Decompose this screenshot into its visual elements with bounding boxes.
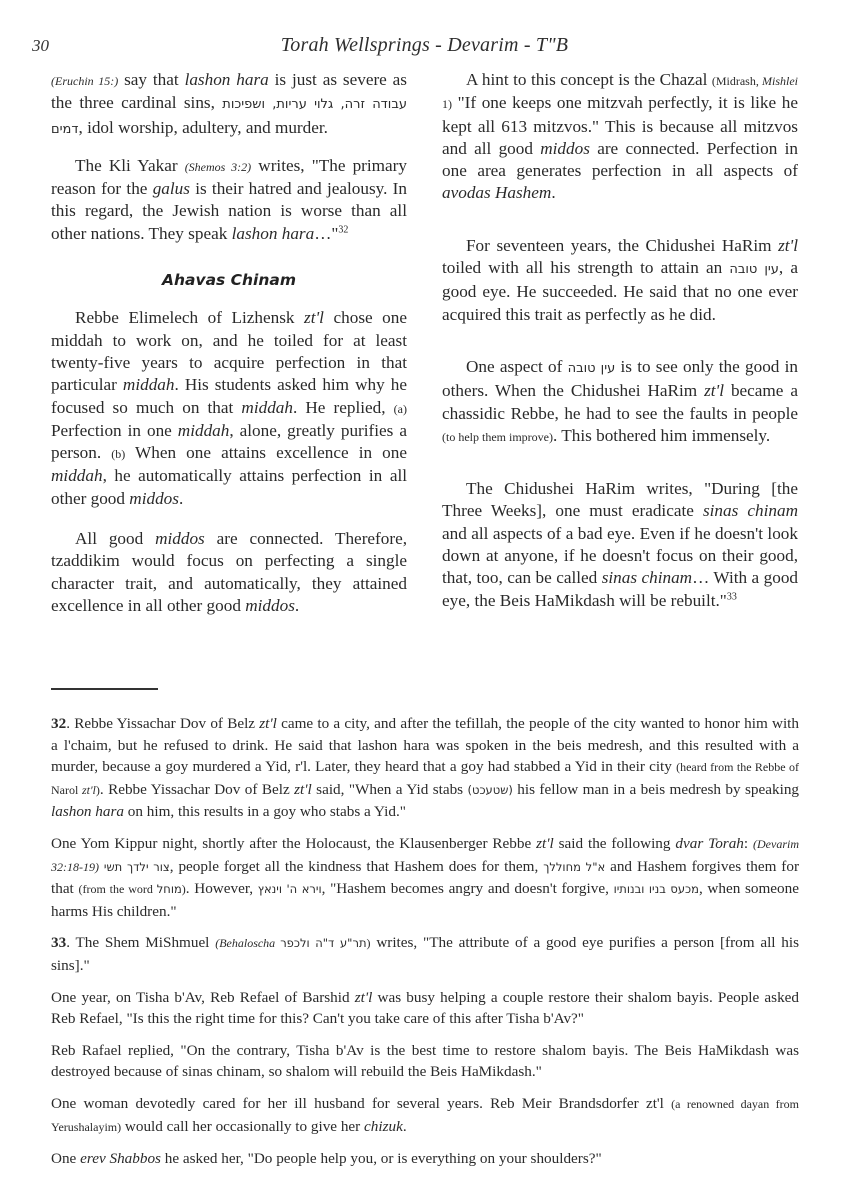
text: , he automatically attains perfection in all other good — [51, 466, 407, 508]
italic-term: sinas chinam — [601, 568, 693, 588]
text: are connected. Therefore, tzaddikim would focus on perfecting a single character trait, and automatically, they attained excellence in all other good — [51, 529, 408, 615]
text: , idol worship, adultery, and murder. — [78, 117, 328, 137]
hebrew-text: א"ל מחוללך — [543, 859, 606, 874]
text: For seventeen years, the Chidushei HaRim — [466, 235, 779, 255]
paragraph — [51, 307, 407, 510]
italic-term: zt'l — [778, 235, 798, 255]
hebrew-text: תר"ע ד"ה ולכפר — [280, 936, 367, 951]
parenthetical: (to help them improve) — [442, 429, 553, 444]
text: . Rebbe Yissachar Dov of Belz — [99, 780, 295, 798]
text: would call her occasionally to give her — [121, 1117, 365, 1135]
text: . — [402, 1117, 407, 1135]
source-citation: ) — [366, 936, 371, 951]
italic-term: middah — [51, 466, 103, 486]
text: . — [178, 488, 184, 508]
text: Rebbe Elimelech of Lizhensk — [75, 308, 305, 328]
right-column — [442, 69, 798, 612]
page-number: 30 — [32, 36, 49, 55]
parenthetical: (a renowned dayan from Yerushalayim) — [51, 1096, 799, 1134]
text: came to a city, and after the tefillah, the people of the city wanted to honor him with a l'chaim, but he refused to drink. He said that lashon hara was spoken in the beis medresh, and this resulted with a murder, because a goy murdered a Yid, r'l. Later, they heard that a goy had stabbed a Yid in their city — [51, 715, 799, 776]
italic-term: lashon hara — [231, 223, 315, 243]
italic-term: zt'l — [294, 780, 312, 798]
text: , when someone harms His children." — [51, 880, 799, 920]
text: toiled with all his strength to attain an — [442, 258, 730, 278]
text: chose one middah to work on, and he toiled for at least twenty-five years to acquire perfection in that particular — [51, 308, 407, 395]
text: on him, this results in a goy who stabs a Yid." — [124, 803, 406, 821]
italic-term: lashon hara — [184, 70, 269, 89]
italic-term: middah — [122, 375, 175, 395]
running-title: Torah Wellsprings - Devarim - T"B — [280, 34, 569, 56]
footnote-33 — [51, 932, 799, 976]
text: , alone, greatly purifies a person. — [51, 420, 407, 463]
paragraph — [51, 69, 407, 141]
source-citation: 1) — [442, 97, 452, 112]
paragraph — [442, 478, 798, 612]
text: … With a good eye, the Beis HaMikdash will be rebuilt." — [442, 568, 799, 610]
source-citation: (Devarim 32:18-19) — [51, 836, 799, 874]
paragraph — [442, 69, 798, 205]
text: . This bothered him immensely. — [552, 425, 771, 445]
paragraph — [51, 155, 407, 245]
section-heading: Ahavas Chinam — [161, 271, 297, 290]
footnote-number: 32 — [51, 715, 67, 732]
text: . The Shem MiShmuel — [66, 934, 216, 952]
italic-term: avodas Hashem — [442, 183, 552, 203]
italic-term: middah — [241, 397, 293, 417]
italic-term: galus — [152, 179, 190, 199]
text: The Kli Yakar — [75, 155, 185, 175]
text: became a chassidic Rebbe, he had to see the faults in people — [442, 381, 799, 423]
source-citation: (Shemos 3:2) — [184, 159, 252, 174]
text: said, "When a Yid stabs — [311, 780, 468, 798]
parenthetical: (from the word — [78, 882, 157, 897]
text: said the following — [553, 834, 676, 852]
italic-term: zt'l — [259, 715, 277, 732]
parenthetical: (heard from the Rebbe of Narol — [51, 760, 799, 797]
italic-term: middos — [129, 488, 179, 508]
italic-term: zt'l — [81, 782, 96, 797]
source-citation: Mishlei — [762, 74, 798, 88]
footnote-paragraph — [51, 1093, 799, 1138]
italic-term: middah — [177, 420, 230, 440]
footnote-paragraph — [51, 1040, 799, 1083]
text: is just as severe as the three cardinal sins, — [51, 70, 407, 113]
text: …" — [314, 223, 339, 243]
list-marker: (b) — [111, 447, 126, 462]
italic-term: lashon hara — [51, 803, 124, 821]
text: is their hatred and jealousy. In this regard, the Jewish nation is worse than all other nations. They speak — [51, 179, 407, 243]
footnote-paragraph — [51, 987, 799, 1030]
italic-term: middos — [245, 595, 295, 615]
source-citation: (Behaloscha — [215, 936, 281, 951]
italic-term: zt'l — [536, 834, 554, 852]
parenthetical: ) — [95, 782, 100, 797]
italic-term: dvar Torah — [675, 834, 744, 852]
left-column — [51, 69, 407, 617]
italic-term: zt'l — [704, 381, 725, 401]
text: . His students asked him why he focused so much on that — [51, 375, 407, 417]
footnote-ref[interactable]: 32 — [338, 224, 349, 236]
hebrew-text: עבודה זרה, גלוי עריות, ושפיכות דמים — [51, 97, 407, 137]
text: One — [51, 1150, 81, 1168]
text: All good — [75, 529, 156, 549]
text: writes, "The primary reason for the — [51, 155, 407, 199]
page-header — [0, 30, 849, 60]
text: One year, on Tisha b'Av, Reb Refael of Barshid — [51, 988, 355, 1006]
text: The Chidushei HaRim writes, "During [the Three Weeks], one must eradicate — [442, 479, 798, 521]
hebrew-text: וירא ה' וינאץ — [257, 882, 322, 897]
text: , "Hashem becomes angry and doesn't forgive, — [321, 880, 614, 898]
hebrew-text: עין טובה — [729, 262, 779, 278]
text: , people forget all the kindness that Hashem does for them, — [169, 857, 544, 875]
text: One Yom Kippur night, shortly after the Holocaust, the Klausenberger Rebbe — [51, 834, 537, 852]
text: he asked her, "Do people help you, or is everything on your shoulders?" — [160, 1150, 602, 1168]
parenthetical: ) — [181, 882, 186, 897]
text: Perfection in one — [51, 420, 178, 440]
italic-term: sinas chinam — [702, 501, 799, 521]
italic-term: zt'l — [304, 308, 324, 328]
hebrew-text: (שטעכט) — [467, 782, 513, 797]
italic-term: zt'l — [354, 988, 373, 1006]
italic-term: middos — [540, 138, 590, 158]
text: writes, "The attribute of a good eye purifies a person [from all his sins]." — [51, 934, 800, 974]
italic-term: middos — [155, 529, 205, 549]
hebrew-text: מוחל — [156, 882, 182, 897]
hebrew-text: עין טובה — [567, 360, 616, 376]
footnote-paragraph — [51, 1148, 799, 1170]
footnote-ref[interactable]: 33 — [726, 590, 737, 602]
footnote-separator — [51, 688, 158, 690]
text: and Hashem forgives them for that — [51, 857, 800, 898]
footnotes — [51, 713, 799, 1180]
text: is to see only the good in others. When the Chidushei HaRim — [442, 356, 798, 401]
text: . — [294, 595, 300, 615]
text: Reb Rafael replied, "On the contrary, Tisha b'Av is the best time to restore shalom bayis. The Beis HaMikdash was destroyed because of sinas chinam, so shalom will rebuild the Beis HaMikdash." — [51, 1041, 799, 1081]
text: are connected. Perfection in one area generates perfection in all aspects of — [442, 138, 798, 181]
paragraph — [51, 528, 407, 617]
paragraph — [442, 356, 798, 448]
text: , a good eye. He succeeded. He said that no one ever acquired this trait as perfectly as he did. — [442, 258, 798, 324]
text: : — [743, 834, 754, 852]
paragraph — [442, 235, 798, 326]
text: When one attains excellence in one — [125, 443, 407, 463]
text: One woman devotedly cared for her ill husband for several years. Reb Meir Brandsdorfer zt'l — [51, 1094, 672, 1112]
italic-term: erev Shabbos — [80, 1150, 161, 1168]
text: . — [551, 183, 556, 203]
footnote-32 — [51, 713, 799, 823]
list-marker: (a) — [393, 401, 407, 416]
text: his fellow man in a beis medresh by speaking — [512, 780, 800, 798]
italic-term: chizuk — [364, 1117, 403, 1135]
source-citation: (Midrash, — [711, 74, 762, 88]
hebrew-text: מכעס בניו ובנותיו — [613, 882, 699, 897]
text: and all aspects of a bad eye. Even if he doesn't look down at anyone, if he doesn't focus on their good, that, too, can be called — [442, 523, 798, 588]
footnote-number: 33 — [51, 934, 67, 952]
source-citation: (Eruchin 15:) — [51, 74, 119, 88]
footnote-paragraph — [51, 833, 799, 922]
text: . However, — [185, 880, 258, 898]
text: was busy helping a couple restore their shalom bayis. People asked Reb Refael, "Is this the right time for this? Can't you take care of this after Tisha b'Av?" — [51, 988, 799, 1028]
text: A hint to this concept is the Chazal — [466, 70, 712, 89]
hebrew-text: צור ילדך תשי — [103, 859, 170, 874]
text: "If one keeps one mitzvah perfectly, it is like he kept all 613 mitzvos." This is because all mitzvos and all good — [442, 93, 798, 158]
text: say that — [118, 70, 185, 89]
text: . He replied, — [292, 397, 394, 417]
text: One aspect of — [466, 356, 568, 376]
text: . Rebbe Yissachar Dov of Belz — [66, 715, 260, 732]
